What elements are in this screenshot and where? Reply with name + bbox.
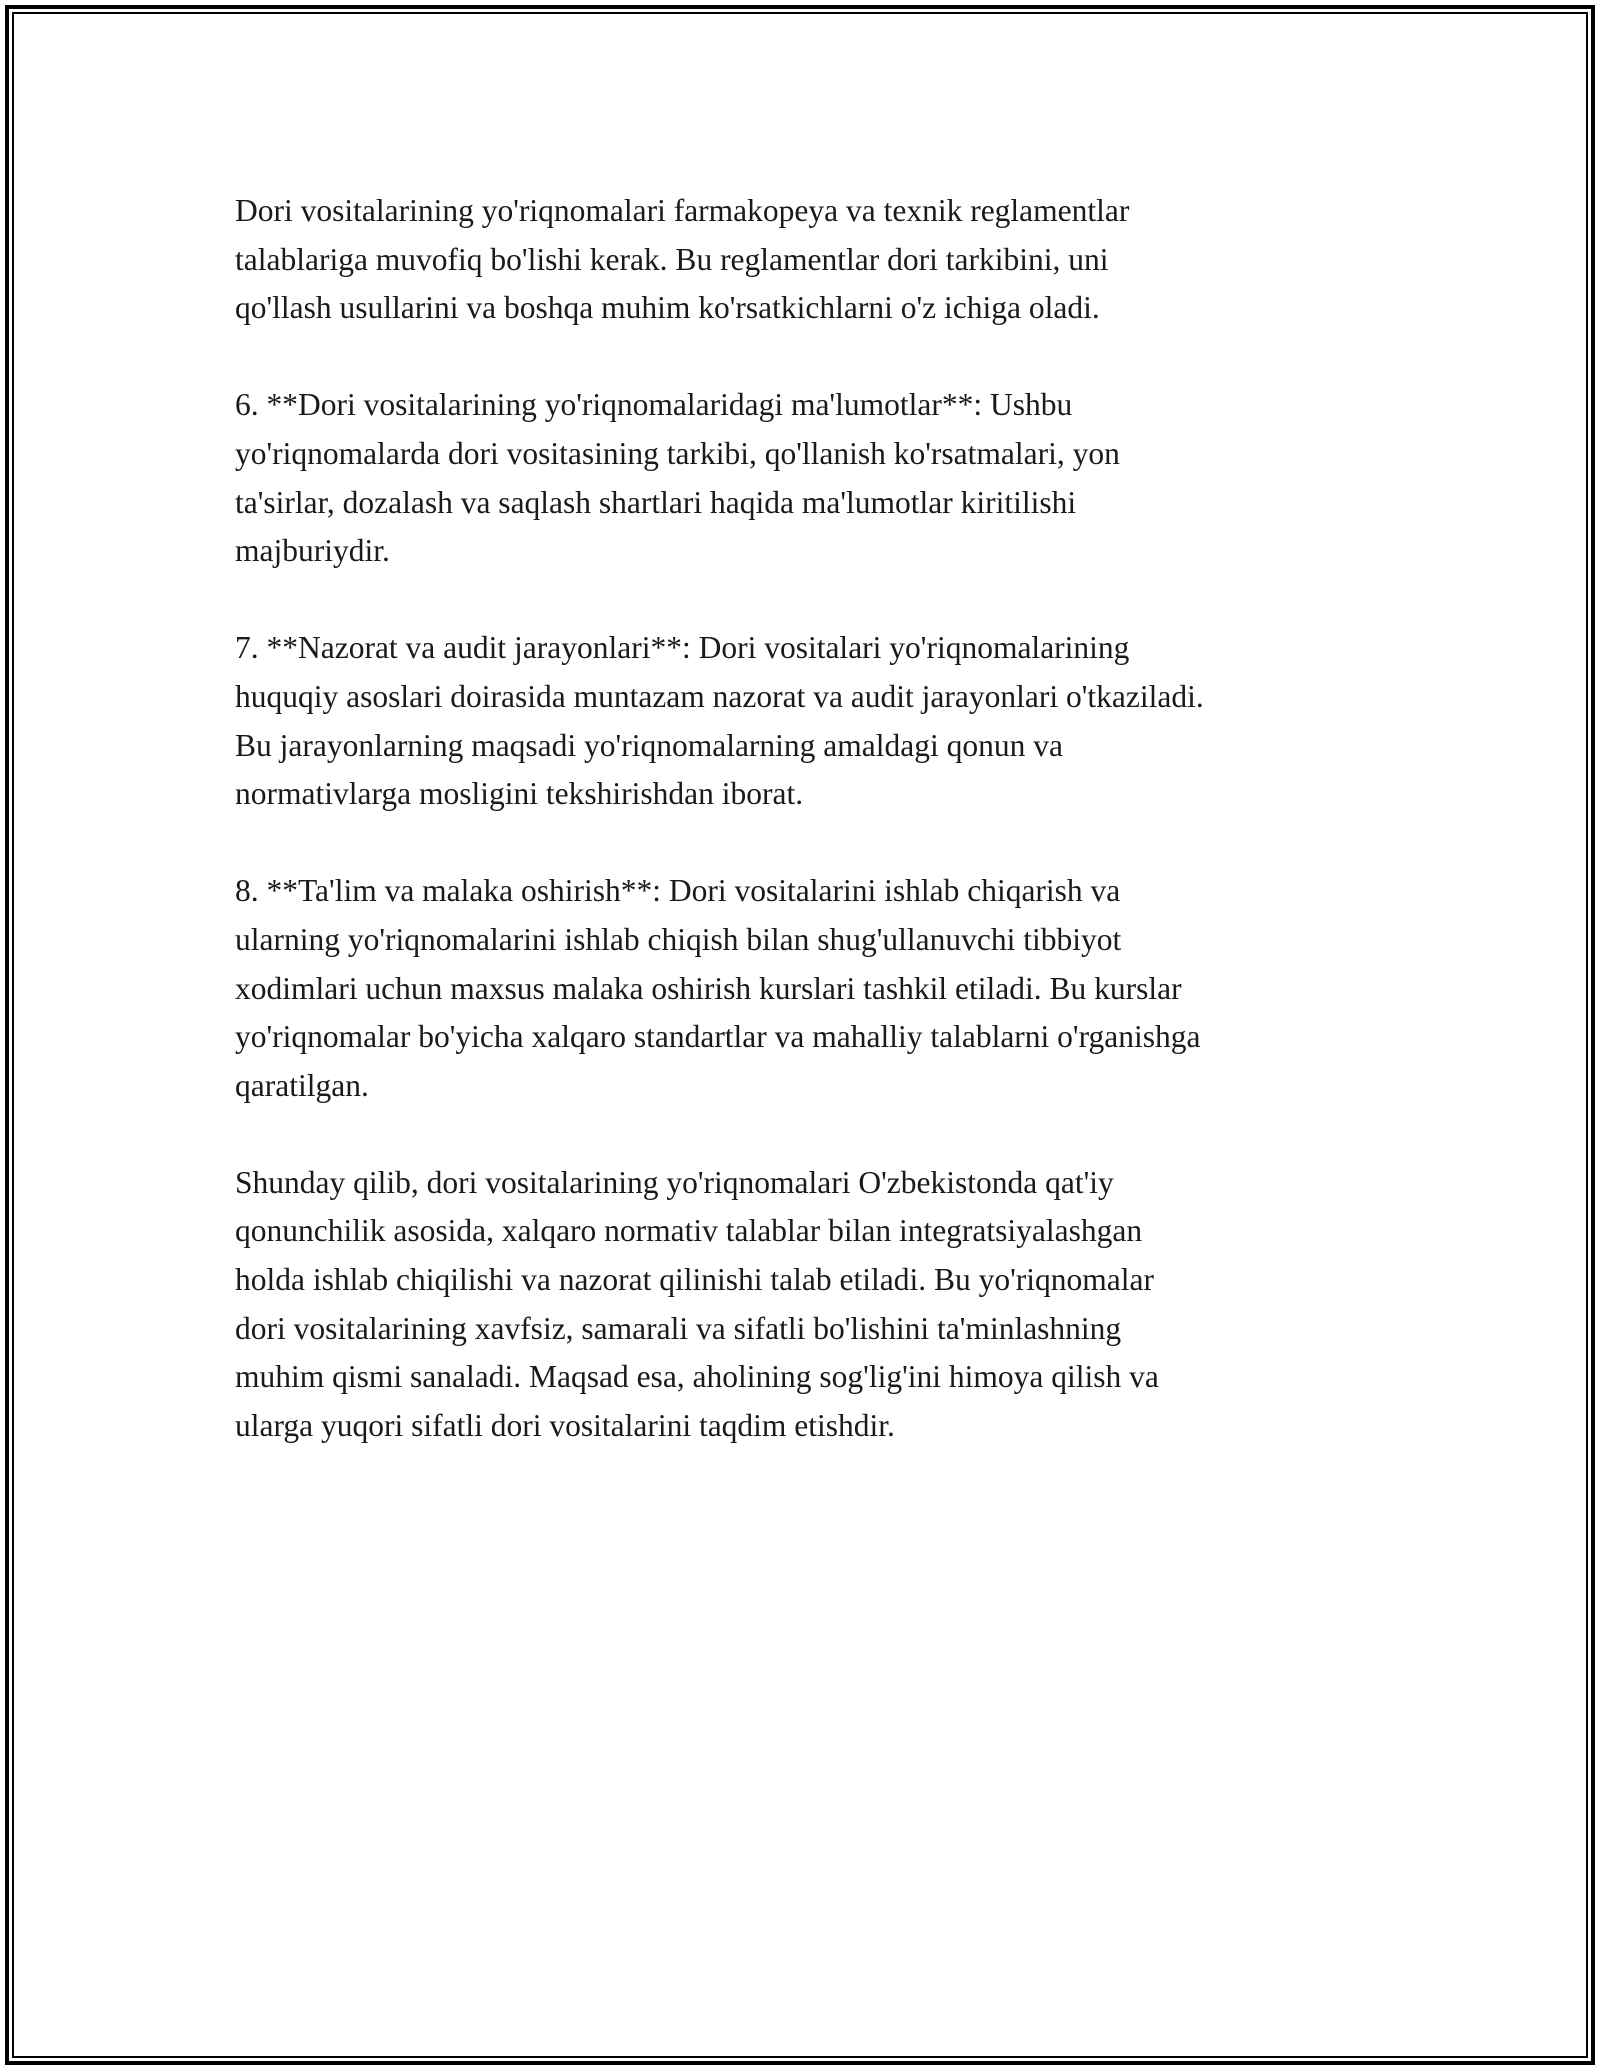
paragraph-intro: Dori vositalarining yo'riqnomalari farmakopeya va texnik reglamentlar talablariga muvofiq bo'lishi kerak. Bu reglamentlar dori tarkibini, uni qo'llash usullarini va boshqa muhim ko'rsatkichlarni o'z ichiga oladi. bbox=[235, 193, 1130, 326]
paragraph-item-8: 8. **Ta'lim va malaka oshirish**: Dori vositalarini ishlab chiqarish va ularning yo'riqnomalarini ishlab chiqish bilan shug'ullanuvchi tibbiyot xodimlari uchun maxsus malaka oshirish kurslari tashkil etiladi. Bu kurslar yo'riqnomalar bo'yicha xalqaro standartlar va mahalliy talablarni o'rganishga qaratilgan. bbox=[235, 873, 1201, 1103]
paragraph-item-7: 7. **Nazorat va audit jarayonlari**: Dori vositalari yo'riqnomalarining huquqiy asoslari doirasida muntazam nazorat va audit jarayonlari o'tkaziladi. Bu jarayonlarning maqsadi yo'riqnomalarning amaldagi qonun va normativlarga mosligini tekshirishdan iborat. bbox=[235, 630, 1204, 812]
document-body bbox=[235, 187, 1385, 1499]
paragraph-item-6: 6. **Dori vositalarining yo'riqnomalaridagi ma'lumotlar**: Ushbu yo'riqnomalarda dori vositasining tarkibi, qo'llanish ko'rsatmalari, yon ta'sirlar, dozalash va saqlash shartlari haqida ma'lumotlar kiritilishi majburiydir. bbox=[235, 387, 1120, 569]
paragraph-conclusion: Shunday qilib, dori vositalarining yo'riqnomalari O'zbekistonda qat'iy qonunchilik asosida, xalqaro normativ talablar bilan integratsiyalashgan holda ishlab chiqilishi va nazorat qilinishi talab etiladi. Bu yo'riqnomalar dori vositalarining xavfsiz, samarali va sifatli bo'lishini ta'minlashning muhim qismi sanaladi. Maqsad esa, aholining sog'lig'ini himoya qilish va ularga yuqori sifatli dori vositalarini taqdim etishdir. bbox=[235, 1164, 1159, 1443]
